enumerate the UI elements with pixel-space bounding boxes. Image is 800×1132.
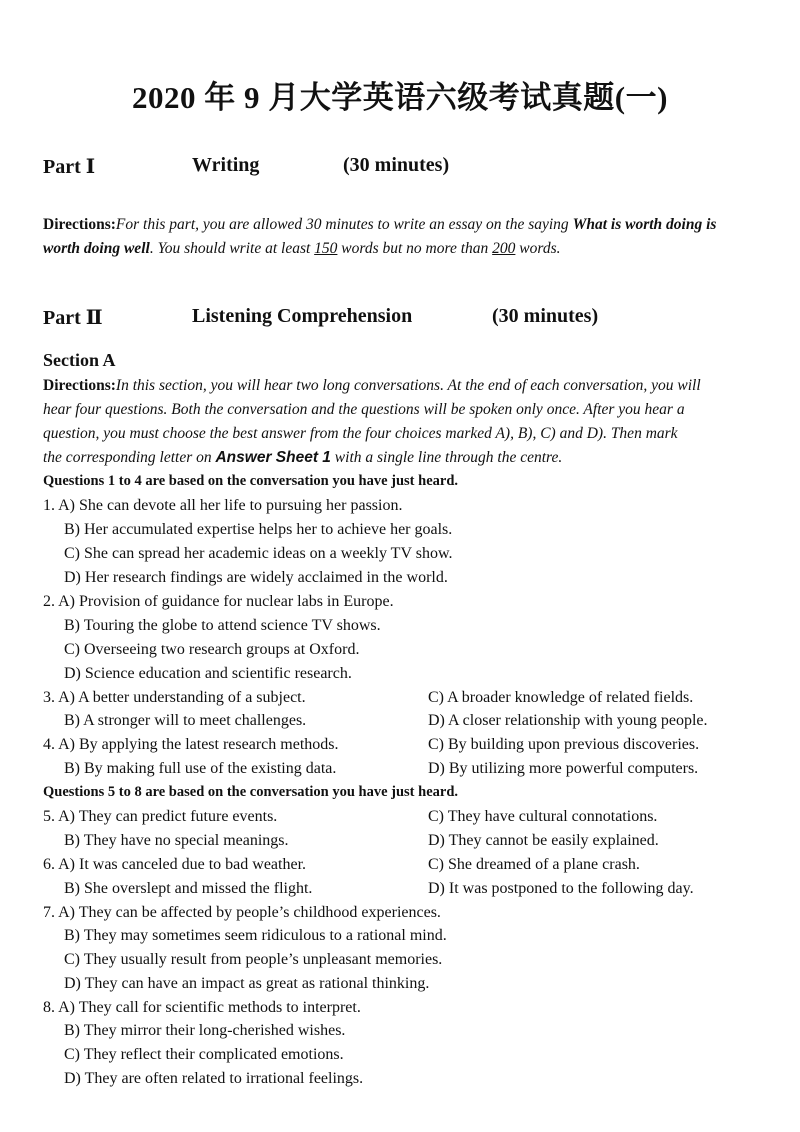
part2-directions-line1	[43, 377, 701, 395]
q4-option-d: D) By utilizing more powerful computers.	[428, 760, 699, 777]
part1-label: Part Ⅰ	[43, 156, 96, 178]
q6-option-d: D) It was postponed to the following day.	[428, 880, 694, 897]
part1-directions-text3: words but no more than	[337, 240, 493, 257]
part2-name: Listening Comprehension	[192, 305, 413, 327]
q7-option-d: D) They can have an impact as great as rational thinking.	[64, 975, 430, 992]
q4-option-a: 4. A) By applying the latest research methods.	[43, 736, 339, 753]
part2-time: (30 minutes)	[492, 305, 599, 327]
q6-option-a: 6. A) It was canceled due to bad weather.	[43, 856, 307, 873]
question-group-2-header: Questions 5 to 8 are based on the conversation you have just heard.	[43, 784, 459, 800]
section-a-heading: Section A	[43, 350, 116, 370]
part1-directions-label: Directions:	[43, 216, 116, 233]
q1-option-b: B) Her accumulated expertise helps her to achieve her goals.	[64, 521, 453, 538]
q3-option-d: D) A closer relationship with young people.	[428, 712, 708, 729]
q5-option-c: C) They have cultural connotations.	[428, 808, 658, 825]
q8-option-a: 8. A) They call for scientific methods to interpret.	[43, 999, 361, 1016]
q4-option-c: C) By building upon previous discoveries.	[428, 736, 700, 753]
part2-directions-line4	[43, 449, 562, 467]
part1-min-words: 150	[314, 240, 338, 257]
part2-label: Part Ⅱ	[43, 307, 103, 329]
part1-directions-text2: . You should write at least	[149, 240, 315, 257]
part2-directions-line2: hear four questions. Both the conversation and the questions will be spoken only once. After you hear a	[43, 401, 685, 418]
part1-saying-line2: worth doing well	[43, 240, 150, 257]
q8-option-d: D) They are often related to irrational feelings.	[64, 1070, 364, 1087]
q7-option-a: 7. A) They can be affected by people’s childhood experiences.	[43, 904, 441, 921]
part1-max-words: 200	[492, 240, 516, 257]
q6-option-b: B) She overslept and missed the flight.	[64, 880, 313, 897]
q5-option-b: B) They have no special meanings.	[64, 832, 289, 849]
q5-option-d: D) They cannot be easily explained.	[428, 832, 659, 849]
part1-saying-line1: What is worth doing is	[572, 216, 717, 233]
q8-option-c: C) They reflect their complicated emotions.	[64, 1046, 344, 1063]
q3-option-b: B) A stronger will to meet challenges.	[64, 712, 307, 729]
answer-sheet-label: Answer Sheet 1	[215, 449, 331, 466]
part1-time: (30 minutes)	[343, 154, 450, 176]
q2-option-b: B) Touring the globe to attend science TV shows.	[64, 617, 381, 634]
part2-directions-text4a: the corresponding letter on	[43, 449, 216, 466]
q1-option-c: C) She can spread her academic ideas on a weekly TV show.	[64, 545, 453, 562]
q3-option-c: C) A broader knowledge of related fields.	[428, 689, 694, 706]
q2-option-a: 2. A) Provision of guidance for nuclear labs in Europe.	[43, 593, 394, 610]
part1-name: Writing	[192, 154, 260, 176]
q1-option-a: 1. A) She can devote all her life to pursuing her passion.	[43, 497, 403, 514]
part1-directions-line2	[43, 240, 560, 258]
q2-option-c: C) Overseeing two research groups at Oxford.	[64, 641, 360, 658]
q5-option-a: 5. A) They can predict future events.	[43, 808, 278, 825]
q7-option-b: B) They may sometimes seem ridiculous to a rational mind.	[64, 927, 447, 944]
part2-directions-text4b: with a single line through the centre.	[330, 449, 563, 466]
q8-option-b: B) They mirror their long-cherished wishes.	[64, 1022, 346, 1039]
part1-directions-text1: For this part, you are allowed 30 minutes to write an essay on the saying	[115, 216, 573, 233]
q6-option-c: C) She dreamed of a plane crash.	[428, 856, 640, 873]
q7-option-c: C) They usually result from people’s unpleasant memories.	[64, 951, 443, 968]
q3-option-a: 3. A) A better understanding of a subject.	[43, 689, 306, 706]
page-title: 2020 年 9 月大学英语六级考试真题(一)	[132, 80, 668, 115]
part1-directions-line1	[43, 216, 716, 234]
q4-option-b: B) By making full use of the existing data.	[64, 760, 337, 777]
q2-option-d: D) Science education and scientific research.	[64, 665, 352, 682]
part1-directions-text4: words.	[515, 240, 561, 257]
part2-directions-line3: question, you must choose the best answer from the four choices marked A), B), C) and D). Then mark	[43, 425, 678, 442]
part2-directions-label: Directions:	[43, 377, 116, 394]
part2-directions-text1: In this section, you will hear two long conversations. At the end of each conversation, you will	[115, 377, 701, 394]
q1-option-d: D) Her research findings are widely acclaimed in the world.	[64, 569, 448, 586]
question-group-1-header: Questions 1 to 4 are based on the conversation you have just heard.	[43, 473, 459, 489]
